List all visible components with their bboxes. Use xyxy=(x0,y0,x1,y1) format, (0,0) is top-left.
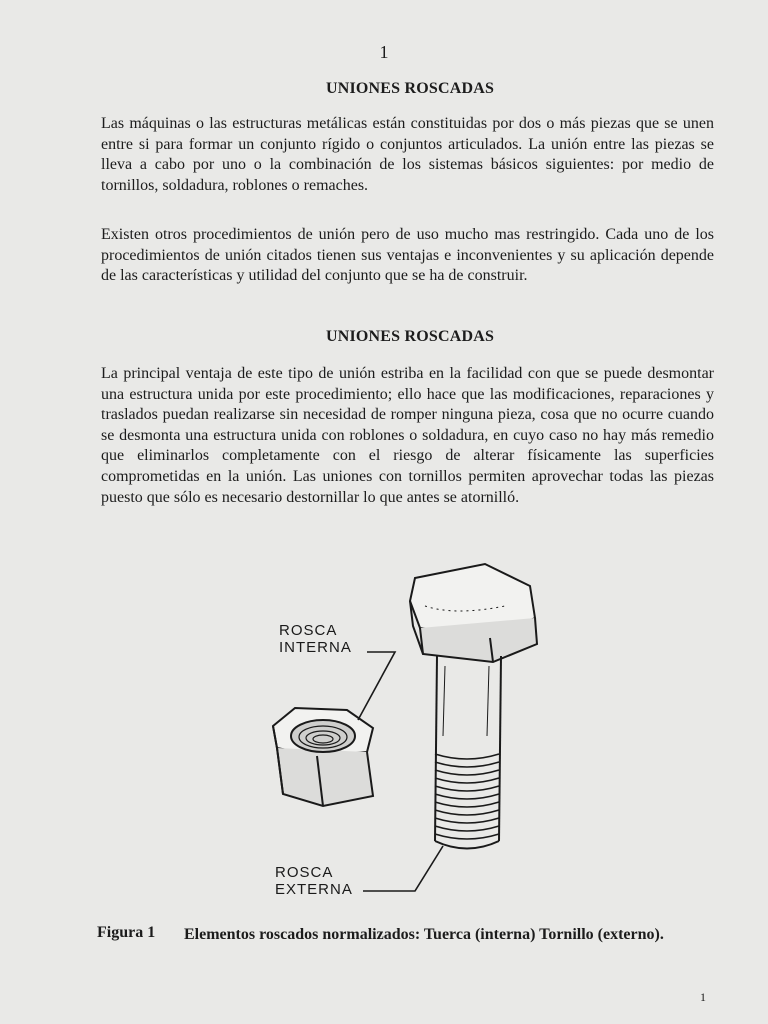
figure-nut-and-bolt xyxy=(255,556,555,916)
figure-caption-label: Figura 1 xyxy=(97,924,156,941)
paragraph-intro: Las máquinas o las estructuras metálicas están constituidas por dos o más piezas que se unen entre si para formar un conjunto rígido o conjuntos articulados. La unión entre las piezas se lleva a cabo por uno o la combinación de los sistemas básicos siguientes: por medio de tornillos, soldadura, roblones o remaches. xyxy=(101,115,714,194)
bolt-head-icon xyxy=(410,564,537,662)
section-heading-2: UNIONES ROSCADAS xyxy=(325,328,495,345)
page-number-bottom: 1 xyxy=(700,990,706,1004)
nut-bolt-illustration xyxy=(255,556,555,916)
leader-external-line xyxy=(363,846,443,891)
label-rosca-interna: ROSCA INTERNA xyxy=(279,622,352,656)
label-rosca-externa: ROSCA EXTERNA xyxy=(275,864,353,898)
section-heading-1: UNIONES ROSCADAS xyxy=(325,80,495,97)
page-number-top: 1 xyxy=(379,42,389,62)
external-thread-icon xyxy=(435,754,499,839)
paragraph-other-procedures: Existen otros procedimientos de unión pero de uso mucho mas restringido. Cada uno de los procedimientos de unión citados tienen sus ventajas e inconvenientes y su aplicación depende de las características y utilidad del conjunto que se ha de construir. xyxy=(101,226,714,285)
paragraph-threaded-advantages: La principal ventaja de este tipo de unión estriba en la facilidad con que se puede desmontar una estructura unida por este procedimiento; ello hace que las modificaciones, reparaciones y traslados puedan realizarse sin necesidad de romper ninguna pieza, cosa que no ocurre cuando se desmonta una estructura unida con roblones o soldadura, en cuyo caso no hay más remedio que eliminarlos completamente con el riesgo de alterar físicamente las superficies comprometidas en la unión. Las uniones con tornillos permiten aprovechar todas las piezas puesto que sólo es necesario destornillar lo que antes se atornilló. xyxy=(101,365,714,506)
leader-internal-line xyxy=(358,652,395,720)
nut-icon xyxy=(273,708,373,806)
figure-caption-text: Elementos roscados normalizados: Tuerca (interna) Tornillo (externo). xyxy=(184,926,664,943)
